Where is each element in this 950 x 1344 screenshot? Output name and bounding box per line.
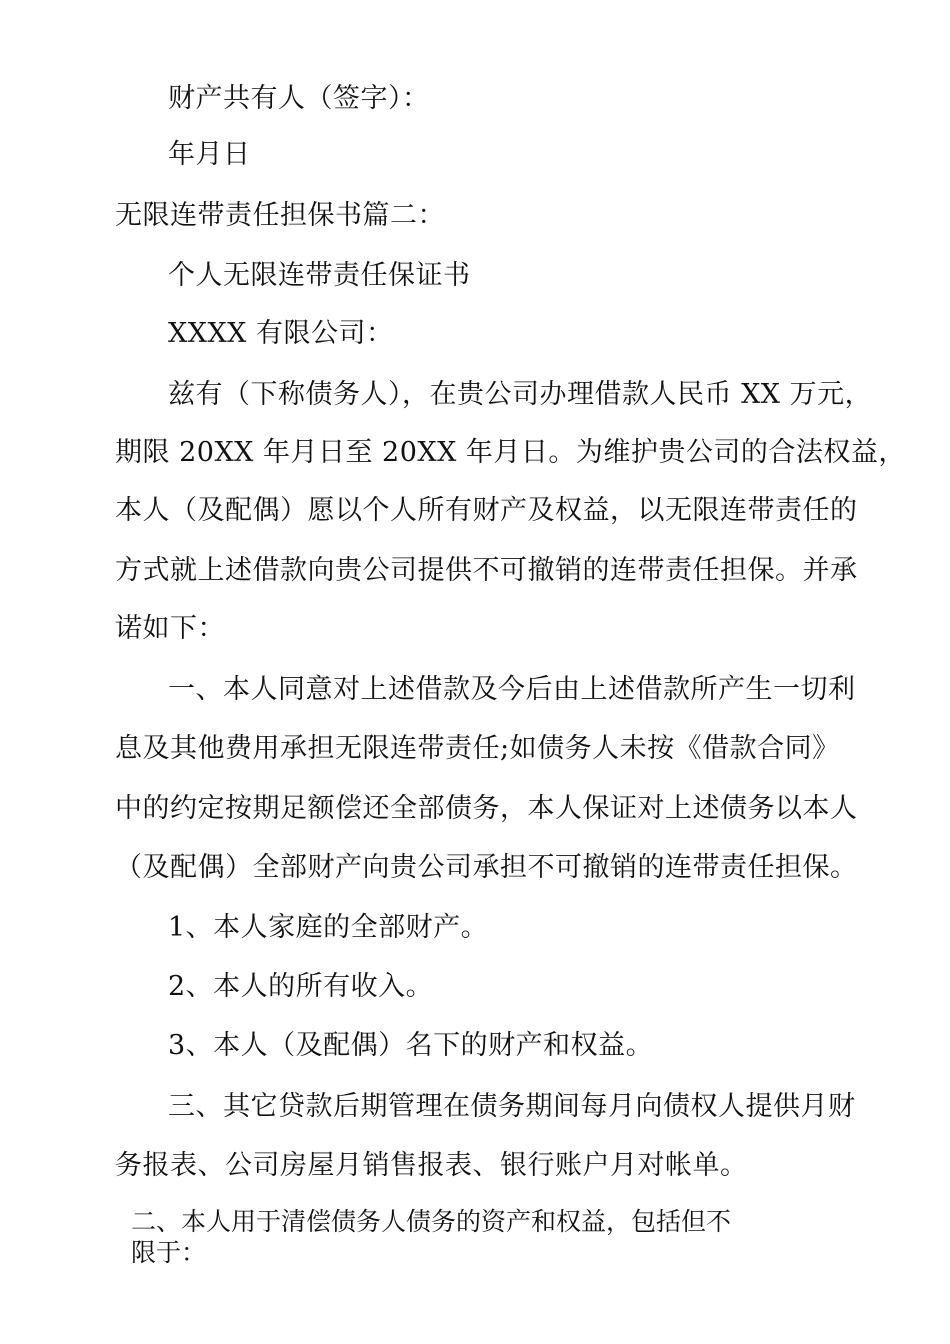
paragraph-line: 方式就上述借款向贵公司提供不可撤销的连带责任担保。并承	[115, 555, 858, 586]
clause-three-line: 三、其它贷款后期管理在债务期间每月向债权人提供月财	[168, 1091, 856, 1122]
list-item: 3、本人（及配偶）名下的财产和权益。	[168, 1030, 654, 1061]
paragraph-line: 本人（及配偶）愿以个人所有财产及权益，以无限连带责任的	[115, 495, 858, 526]
clause-one-line: 一、本人同意对上述借款及今后由上述借款所产生一切利	[168, 674, 856, 705]
clause-two-line: 限于：	[131, 1238, 207, 1267]
addressee: XXXX 有限公司：	[168, 318, 394, 349]
section-heading: 无限连带责任担保书篇二：	[115, 200, 445, 231]
clause-two-line: 二、本人用于清偿债务人债务的资产和权益，包括但不	[131, 1207, 732, 1236]
list-item: 1、本人家庭的全部财产。	[168, 912, 489, 943]
list-item: 2、本人的所有收入。	[168, 971, 434, 1002]
paragraph-line: 诺如下：	[115, 613, 225, 644]
clause-one-line: 息及其他费用承担无限连带责任;如债务人未按《借款合同》	[115, 733, 840, 764]
paragraph-line: 兹有（下称债务人），在贵公司办理借款人民币 XX 万元，	[168, 379, 873, 410]
clause-one-line: 中的约定按期足额偿还全部债务，本人保证对上述债务以本人	[115, 793, 858, 824]
date-line: 年月日	[168, 139, 251, 170]
signature-line: 财产共有人（签字）：	[168, 83, 430, 114]
clause-one-line: （及配偶）全部财产向贵公司承担不可撤销的连带责任担保。	[115, 852, 858, 883]
paragraph-line: 期限 20XX 年月日至 20XX 年月日。为维护贵公司的合法权益，	[115, 437, 906, 468]
clause-three-line: 务报表、公司房屋月销售报表、银行账户月对帐单。	[115, 1150, 748, 1181]
document-title: 个人无限连带责任保证书	[168, 260, 471, 291]
